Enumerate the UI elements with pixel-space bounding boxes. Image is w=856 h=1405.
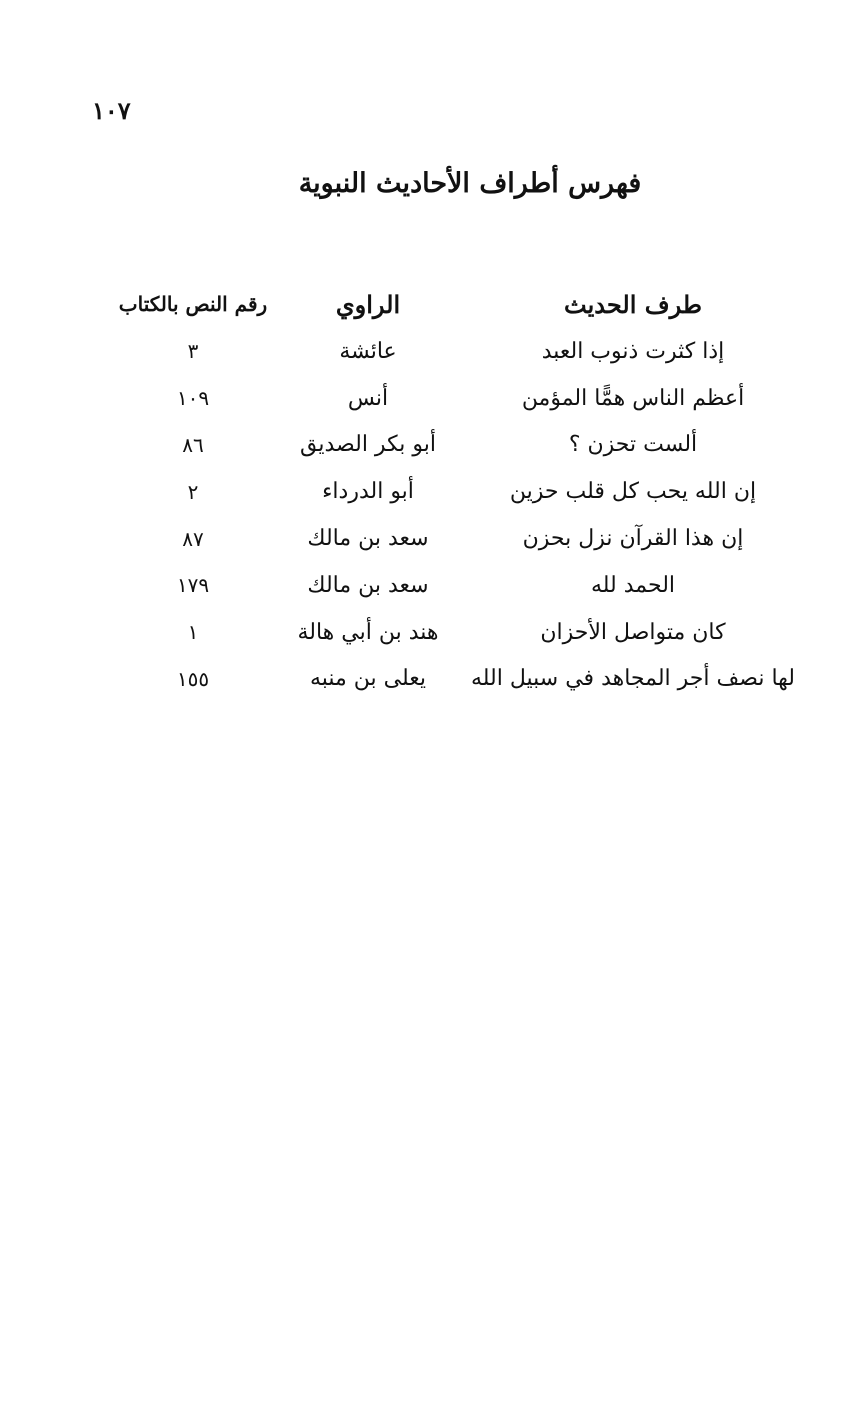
hadith-cell: إن الله يحب كل قلب حزين [509, 479, 757, 505]
text-number-cell: ١ [187, 620, 199, 645]
table-row [118, 328, 798, 375]
table-row [118, 515, 798, 562]
text-number-cell: ١٧٩ [176, 573, 210, 598]
table-row [118, 422, 798, 469]
header-text-number: رقم النص بالكتاب [118, 292, 268, 316]
narrator-cell: أبو الدرداء [322, 479, 414, 505]
narrator-cell: أنس [347, 385, 389, 411]
narrator-cell: عائشة [339, 338, 397, 364]
header-hadith: طرف الحديث [564, 289, 702, 319]
narrator-cell: هند بن أبي هالة [297, 619, 439, 645]
text-number-cell: ١٥٥ [176, 666, 210, 691]
page-title: فهرس أطراف الأحاديث النبوية [298, 168, 642, 199]
narrator-cell: أبو بكر الصديق [300, 432, 436, 458]
hadith-cell: الحمد لله [590, 572, 676, 598]
table-row [118, 609, 798, 656]
hadith-cell: ألست تحزن ؟ [568, 432, 698, 458]
page-number: ١٠٧ [92, 96, 131, 125]
hadith-cell: إذا كثرت ذنوب العبد [541, 338, 725, 364]
text-number-cell: ٨٦ [182, 432, 204, 457]
hadith-cell: إن هذا القرآن نزل بحزن [522, 526, 744, 552]
hadith-cell: كان متواصل الأحزان [540, 619, 726, 645]
narrator-cell: سعد بن مالك [307, 572, 429, 598]
table-row [118, 375, 798, 422]
narrator-cell: يعلى بن منبه [309, 666, 427, 692]
text-number-cell: ٨٧ [182, 526, 204, 551]
table-row [118, 656, 798, 703]
hadith-cell: أعظم الناس همًّا المؤمن [521, 385, 745, 411]
header-narrator: الراوي [335, 289, 401, 319]
table-row [118, 468, 798, 515]
table-header-row [118, 282, 798, 326]
table-row [118, 562, 798, 609]
hadith-index-table [118, 282, 798, 702]
text-number-cell: ٣ [187, 339, 199, 364]
hadith-cell: لها نصف أجر المجاهد في سبيل الله [470, 666, 796, 692]
narrator-cell: سعد بن مالك [307, 526, 429, 552]
text-number-cell: ١٠٩ [176, 386, 210, 411]
text-number-cell: ٢ [187, 479, 199, 504]
